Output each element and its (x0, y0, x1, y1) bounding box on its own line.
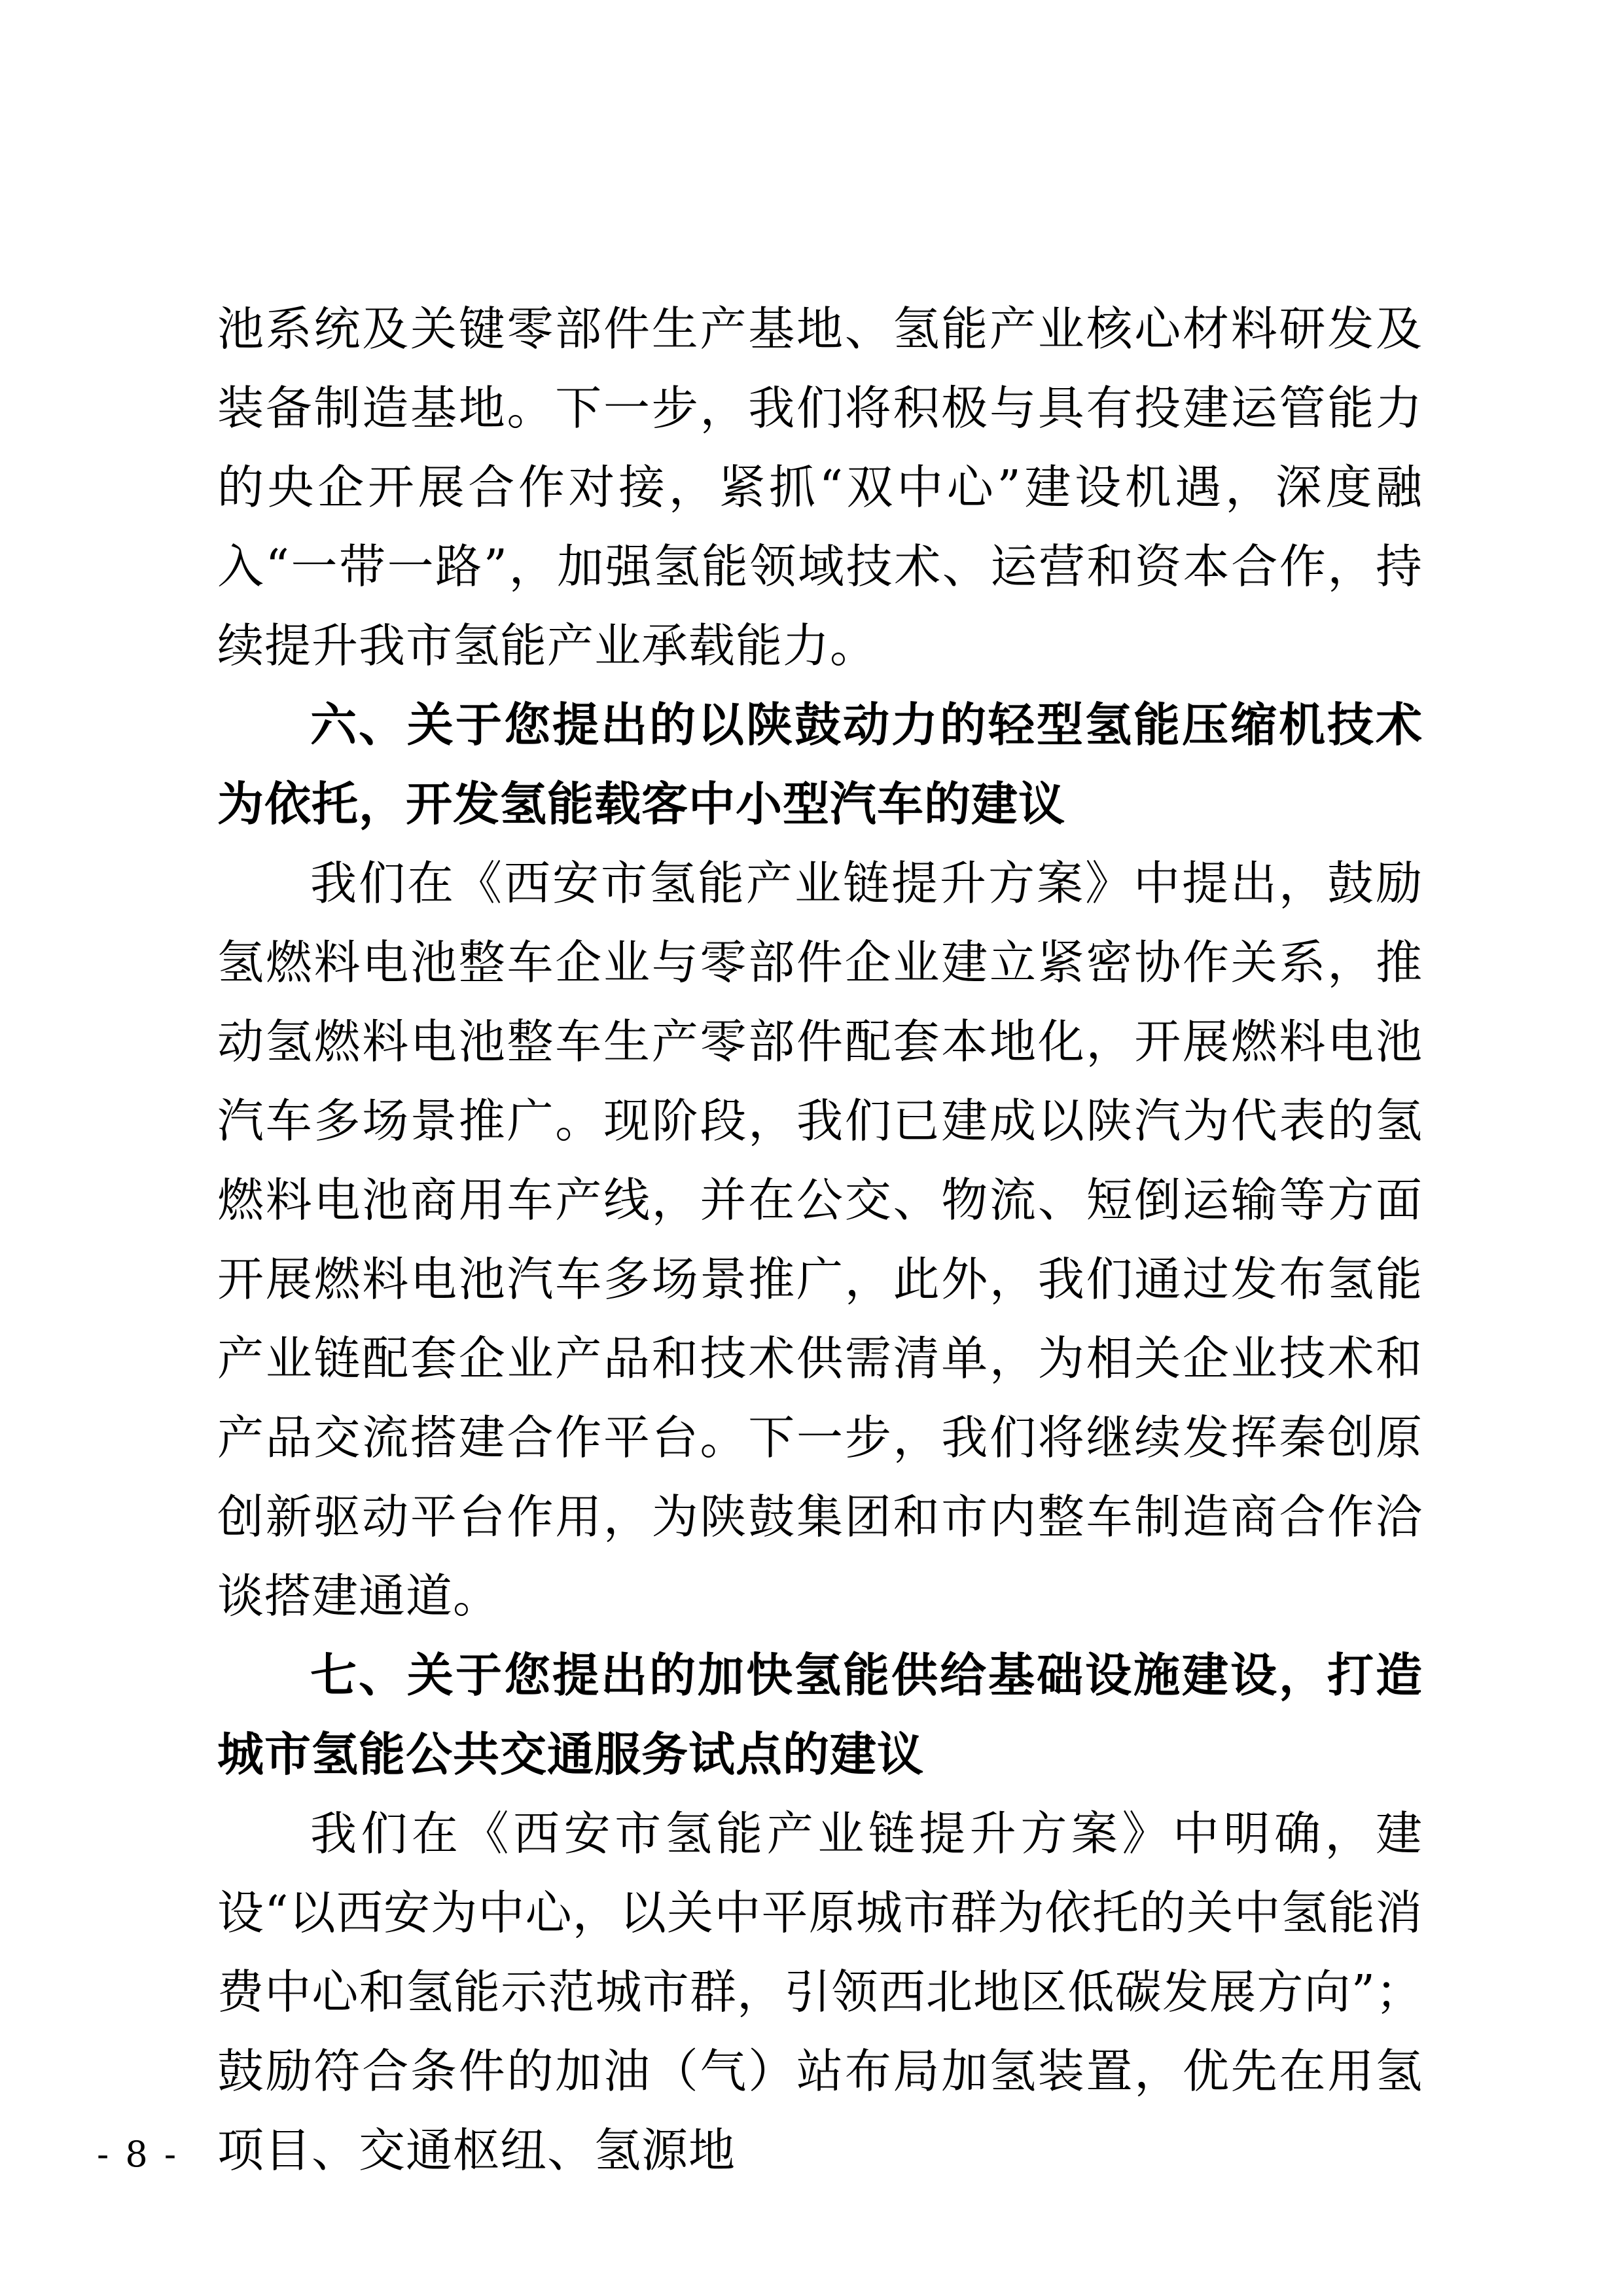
paragraph-section-six: 我们在《西安市氢能产业链提升方案》中提出，鼓励氢燃料电池整车企业与零部件企业建立紧密协作关系，推动氢燃料电池整车生产零部件配套本地化，开展燃料电池汽车多场景推广。现阶段，我们已建成以陕汽为代表的氢燃料电池商用车产线，并在公交、物流、短倒运输等方面开展燃料电池汽车多场景推广，此外，我们通过发布氢能产业链配套企业产品和技术供需清单，为相关企业技术和产品交流搭建合作平台。下一步，我们将继续发挥秦创原创新驱动平台作用，为陕鼓集团和市内整车制造商合作洽谈搭建通道。 (217, 856, 1423, 1623)
section-heading-six: 六、关于您提出的以陕鼓动力的轻型氢能压缩机技术为依托，开发氢能载客中小型汽车的建议 (217, 698, 1423, 831)
page-number: - 8 - (97, 2134, 179, 2175)
document-body (217, 289, 1423, 2190)
section-heading-seven: 七、关于您提出的加快氢能供给基础设施建设，打造城市氢能公共交通服务试点的建议 (217, 1648, 1423, 1782)
paragraph-section-seven: 我们在《西安市氢能产业链提升方案》中明确，建设“以西安为中心，以关中平原城市群为依托的关中氢能消费中心和氢能示范城市群，引领西北地区低碳发展方向”；鼓励符合条件的加油（气）站布局加氢装置，优先在用氢项目、交通枢纽、氢源地 (217, 1806, 1423, 2178)
paragraph-continuation: 池系统及关键零部件生产基地、氢能产业核心材料研发及装备制造基地。下一步，我们将积极与具有投建运管能力的央企开展合作对接，紧抓“双中心”建设机遇，深度融入“一带一路”，加强氢能领域技术、运营和资本合作，持续提升我市氢能产业承载能力。 (217, 302, 1423, 673)
